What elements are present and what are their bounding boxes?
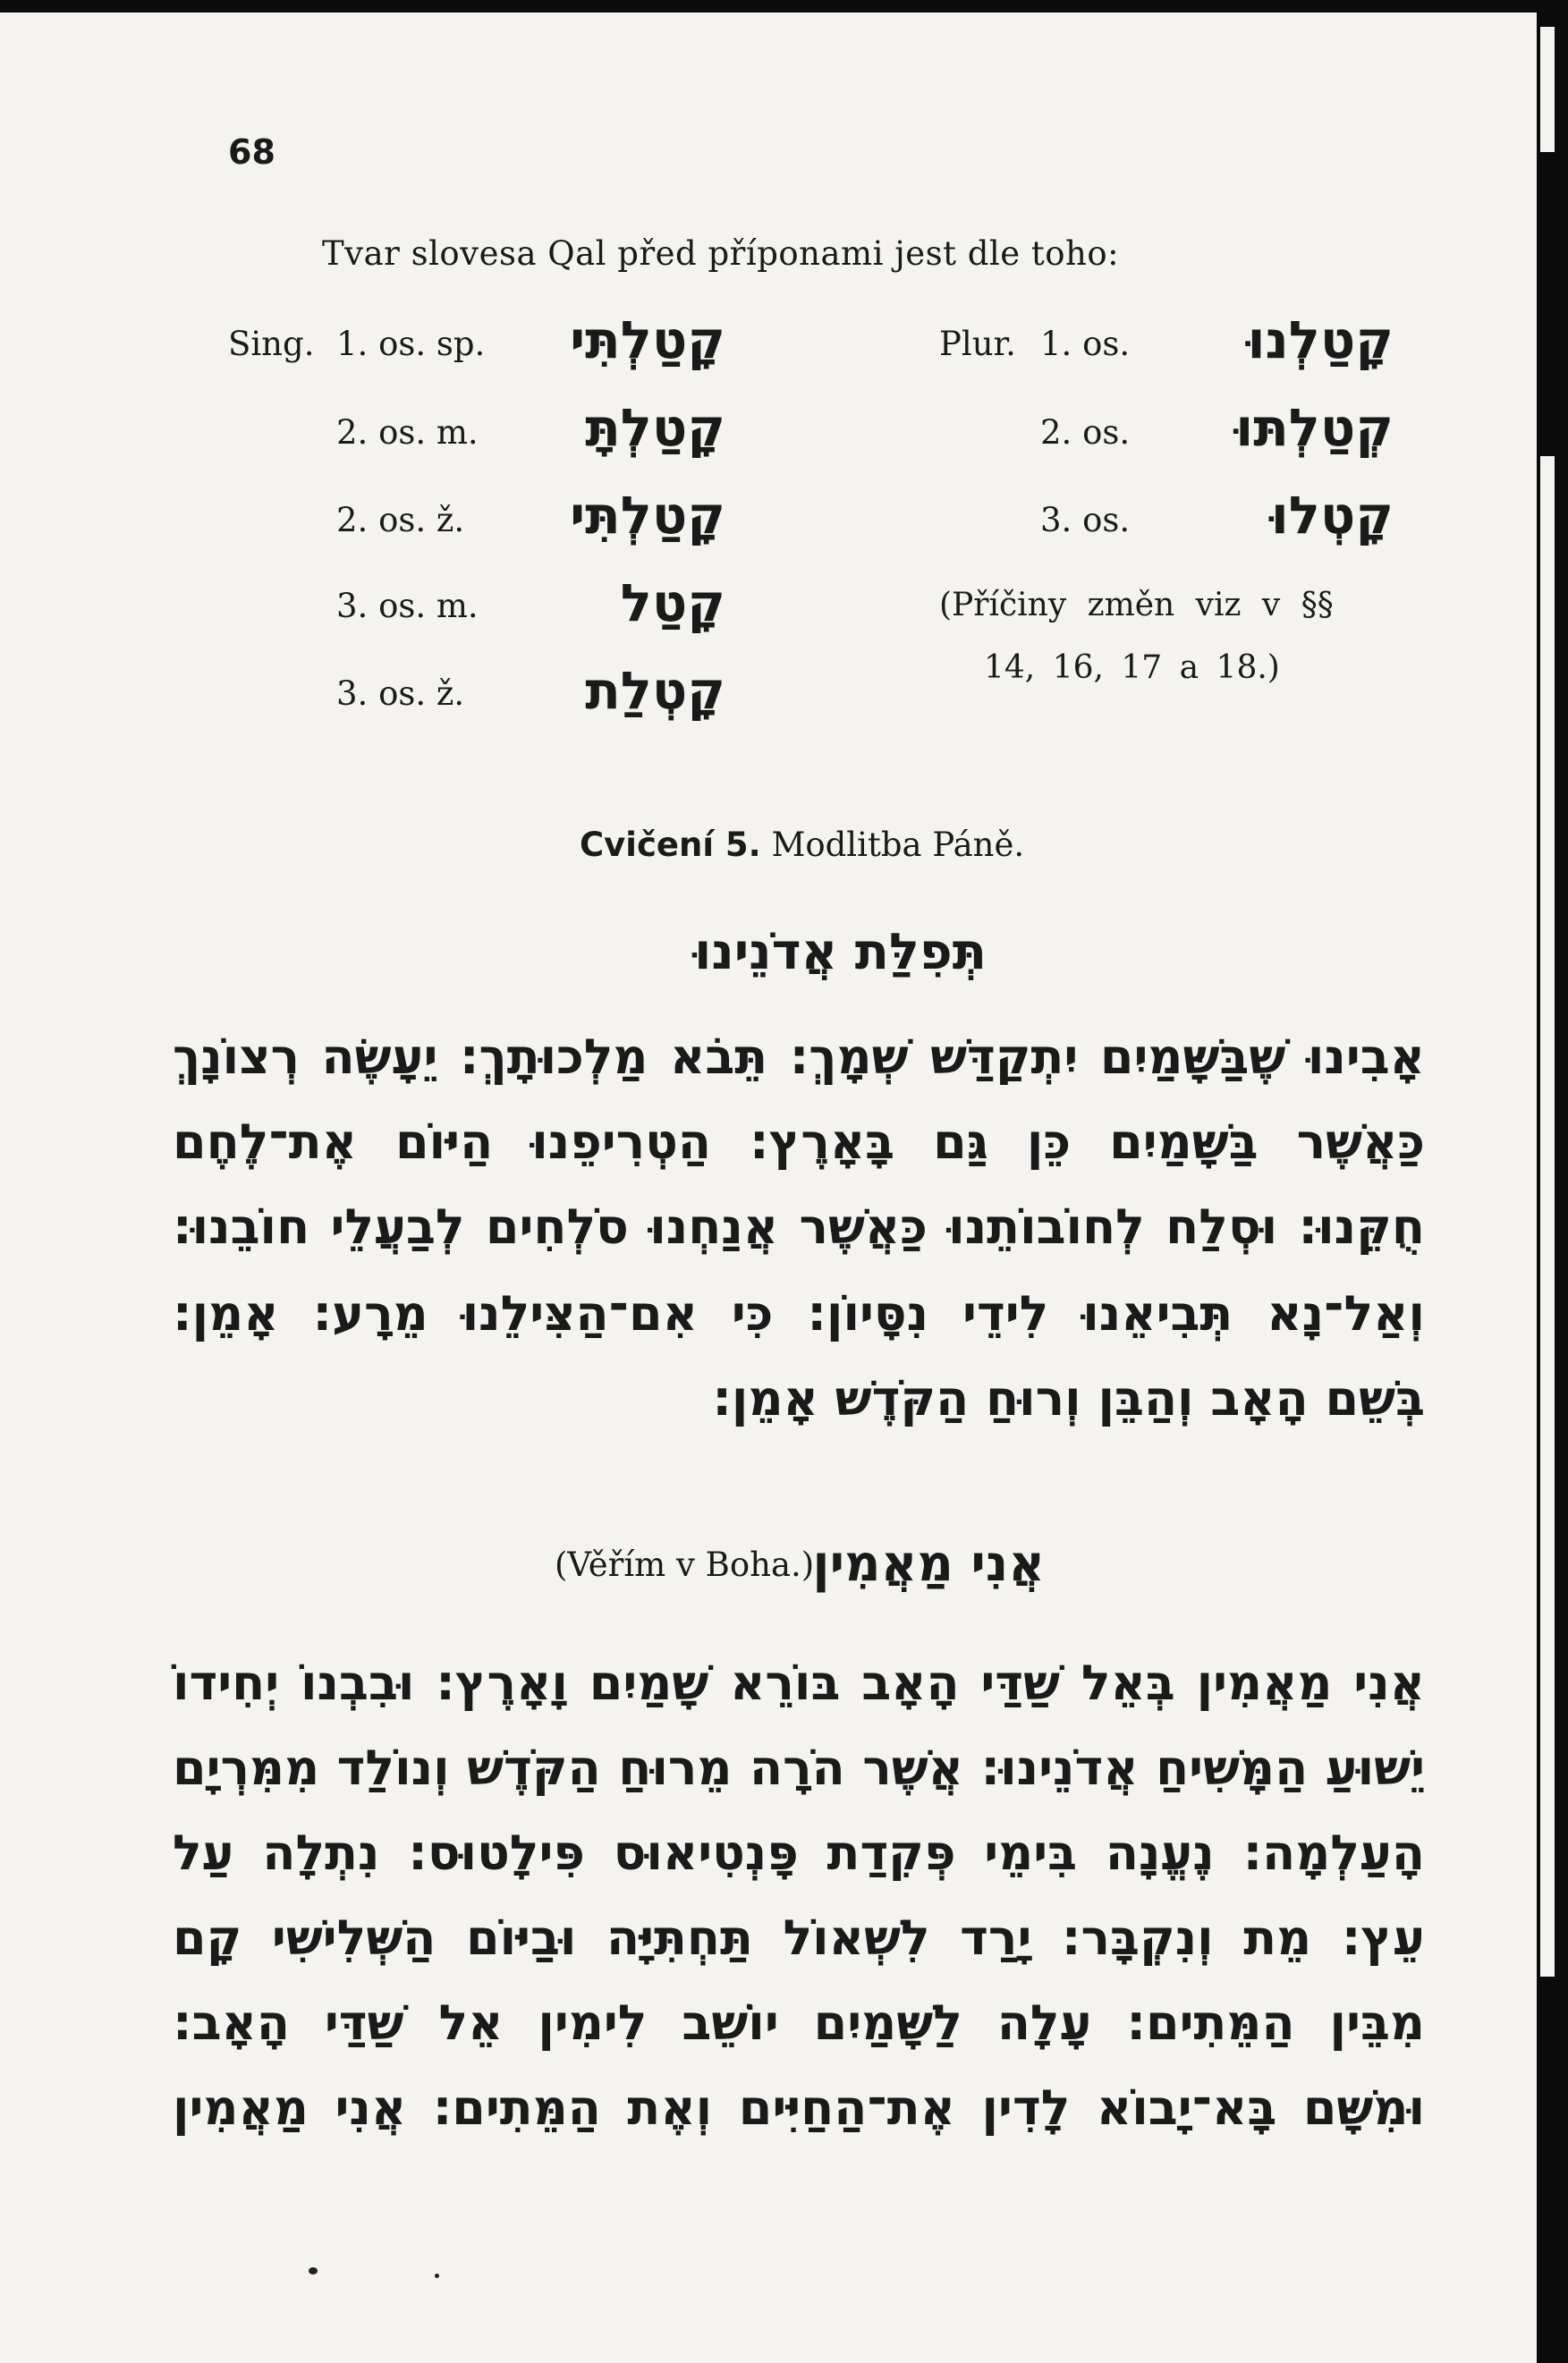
singular-form: קָטְלַת: [585, 660, 725, 721]
singular-label: Sing.: [228, 325, 315, 363]
prayer-line: בְּשֵׁם הָאָב וְהַבֵּן וְרוּחַ הַקֹּדֶשׁ אָמֵן:: [712, 1370, 1425, 1427]
singular-form: קָטַלְתִּי: [570, 309, 725, 370]
plural-person: 2. os.: [1040, 413, 1131, 452]
prayer-line: וְאַל־נָא תְּבִיאֵנוּ לִידֵי נִסָּיוֹן: כִּי אִם־הַצִּילֵנוּ מֵרָע: אָמֵן:: [173, 1285, 1425, 1342]
page-number: 68: [228, 132, 275, 172]
plural-form: קָטְלוּ: [1270, 485, 1394, 546]
exercise-title: Modlitba Páně.: [771, 826, 1025, 864]
creed-title: אֲנִי מַאֲמִין: [812, 1535, 1045, 1593]
print-speck: [435, 2274, 439, 2278]
creed-line: הָעַלְמָה: נֶעֱנָה בִּימֵי פְּקִדַת פָּנְטִיאוּס פִּילָטוּס: נִתְלָה עַל: [173, 1825, 1425, 1881]
plural-person: 1. os.: [1040, 325, 1131, 363]
creed-line: מִבֵּין הַמֵּתִים: עָלָה לַשָּׁמַיִם יוֹשֵׁב לִימִין אֵל שַׁדַּי הָאָב:: [173, 1995, 1425, 2051]
singular-person: 1. os. sp.: [336, 325, 486, 363]
creed-line: עֵץ: מֵת וְנִקְבָּר: יָרַד לִשְׁאוֹל תַּחְתִּיָּה וּבַיּוֹם הַשְּׁלִישִׁי קָם: [173, 1910, 1425, 1966]
singular-form: קָטַלְתָּ: [585, 397, 725, 458]
plural-person: 3. os.: [1040, 501, 1131, 539]
singular-person: 2. os. m.: [336, 413, 479, 452]
prayer-line: כַּאֲשֶׁר בַּשָּׁמַיִם כֵּן גַּם בָּאָרֶץ: הַטְרִיפֵנוּ הַיּוֹם אֶת־לֶחֶם: [173, 1114, 1425, 1170]
plural-form: קָטַלְנוּ: [1247, 309, 1394, 370]
prayer-title: תְּפִלַּת אֲדֹנֵינוּ: [694, 923, 987, 981]
print-speck: [309, 2267, 318, 2274]
singular-form: קָטַל: [620, 572, 725, 633]
plural-form: קְטַלְתּוּ: [1235, 397, 1394, 458]
intro-sentence: Tvar slovesa Qal před příponami jest dle toho:: [322, 234, 1120, 273]
singular-person: 2. os. ž.: [336, 501, 465, 539]
creed-line: אֲנִי מַאֲמִין בְּאֵל שַׁדַּי הָאָב בּוֹרֵא שָׁמַיִם וָאָרֶץ: וּבִבְנוֹ יְחִידוֹ: [173, 1655, 1425, 1711]
exercise-heading: [580, 826, 1024, 864]
plural-note: (Příčiny změn viz v §§: [939, 587, 1334, 623]
plural-note: 14, 16, 17 a 18.): [984, 649, 1280, 686]
creed-line: יֵשׁוּעַ הַמָּשִׁיחַ אֲדֹנֵינוּ: אֲשֶׁר הֹרָה מֵרוּחַ הַקֹּדֶשׁ וְנוֹלַד מִמִּרְיָם: [173, 1740, 1425, 1796]
prayer-line: חֻקֵּנוּ: וּסְלַח לְחוֹבוֹתֵנוּ כַּאֲשֶׁר אֲנַחְנוּ סֹלְחִים לְבַעֲלֵי חוֹבֵנוּ:: [173, 1198, 1425, 1255]
scan-edge: [1540, 27, 1555, 152]
plural-label: Plur.: [939, 325, 1016, 363]
singular-person: 3. os. m.: [336, 587, 479, 625]
scan-edge: [1540, 456, 1555, 1977]
exercise-label: Cvičení 5.: [580, 826, 761, 864]
creed-heading: (Věřím v Boha.): [555, 1546, 815, 1584]
creed-line: וּמִשָּׁם בָּא־יָבוֹא לָדִין אֶת־הַחַיִּים וְאֶת הַמֵּתִים: אֲנִי מַאֲמִין: [173, 2079, 1425, 2136]
singular-form: קָטַלְתִּי: [570, 485, 725, 546]
singular-person: 3. os. ž.: [336, 674, 465, 713]
prayer-line: אָבִינוּ שֶׁבַּשָּׁמַיִם יִתְקַדַּשׁ שְׁמָךְ: תֵּבֹא מַלְכוּתָךְ: יֵעָשֶׂה רְצוֹנָךְ: [173, 1029, 1425, 1085]
